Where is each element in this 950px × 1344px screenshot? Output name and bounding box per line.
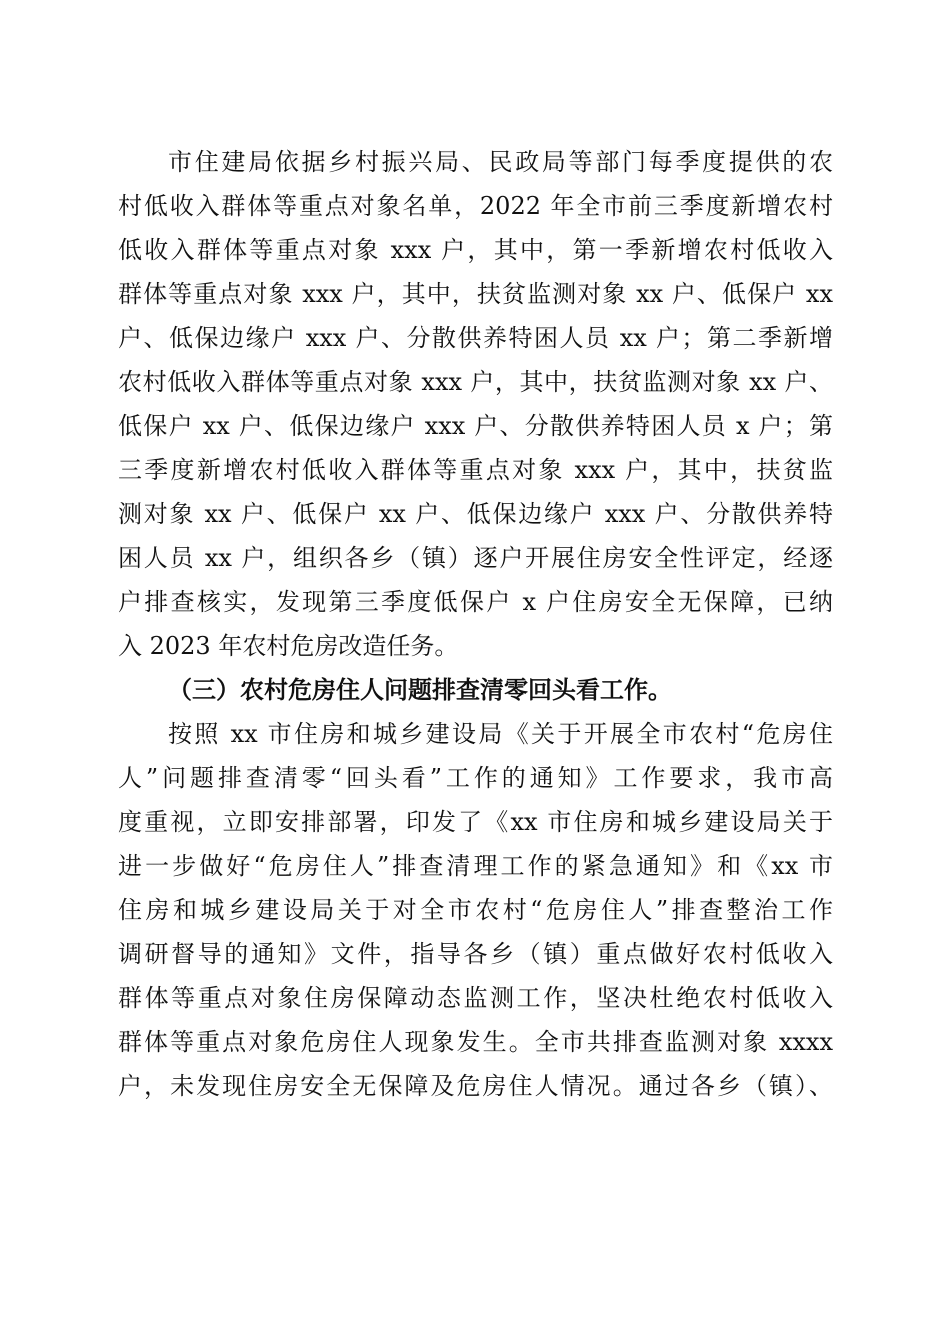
paragraph-1-line-10: 困人员 xx 户，组织各乡（镇）逐户开展住房安全性评定，经逐 [118, 544, 833, 572]
paragraph-2-line-2: 人”问题排查清零“回头看”工作的通知》工作要求，我市高 [118, 764, 833, 792]
paragraph-1-line-7: 低保户 xx 户、低保边缘户 xxx 户、分散供养特困人员 x 户；第 [118, 412, 833, 440]
paragraph-2-line-6: 调研督导的通知》文件，指导各乡（镇）重点做好农村低收入 [118, 940, 833, 968]
paragraph-1-line-3: 低收入群体等重点对象 xxx 户，其中，第一季新增农村低收入 [118, 236, 833, 264]
paragraph-1-line-9: 测对象 xx 户、低保户 xx 户、低保边缘户 xxx 户、分散供养特 [118, 500, 833, 528]
paragraph-1-line-1: 市住建局依据乡村振兴局、民政局等部门每季度提供的农 [168, 148, 833, 176]
paragraph-1-line-2: 村低收入群体等重点对象名单，2022 年全市前三季度新增农村 [118, 192, 833, 220]
paragraph-2-line-3: 度重视，立即安排部署，印发了《xx 市住房和城乡建设局关于 [118, 808, 833, 836]
paragraph-1-line-6: 农村低收入群体等重点对象 xxx 户，其中，扶贫监测对象 xx 户、 [118, 368, 833, 396]
section-heading: （三）农村危房住人问题排查清零回头看工作。 [168, 676, 672, 704]
paragraph-1-line-4: 群体等重点对象 xxx 户，其中，扶贫监测对象 xx 户、低保户 xx [118, 280, 833, 308]
paragraph-2-line-8: 群体等重点对象危房住人现象发生。全市共排查监测对象 xxxx [118, 1028, 833, 1056]
paragraph-1-line-11: 户排查核实，发现第三季度低保户 x 户住房安全无保障，已纳 [118, 588, 833, 616]
paragraph-2-line-1: 按照 xx 市住房和城乡建设局《关于开展全市农村“危房住 [168, 720, 833, 748]
paragraph-1-line-8: 三季度新增农村低收入群体等重点对象 xxx 户，其中，扶贫监 [118, 456, 833, 484]
paragraph-2-line-5: 住房和城乡建设局关于对全市农村“危房住人”排查整治工作 [118, 896, 833, 924]
paragraph-1-line-5: 户、低保边缘户 xxx 户、分散供养特困人员 xx 户；第二季新增 [118, 324, 833, 352]
paragraph-1-line-12: 入 2023 年农村危房改造任务。 [118, 632, 459, 660]
paragraph-2-line-7: 群体等重点对象住房保障动态监测工作，坚决杜绝农村低收入 [118, 984, 833, 1012]
paragraph-2-line-9: 户，未发现住房安全无保障及危房住人情况。通过各乡（镇）、 [118, 1072, 833, 1100]
paragraph-2-line-4: 进一步做好“危房住人”排查清理工作的紧急通知》和《xx 市 [118, 852, 833, 880]
